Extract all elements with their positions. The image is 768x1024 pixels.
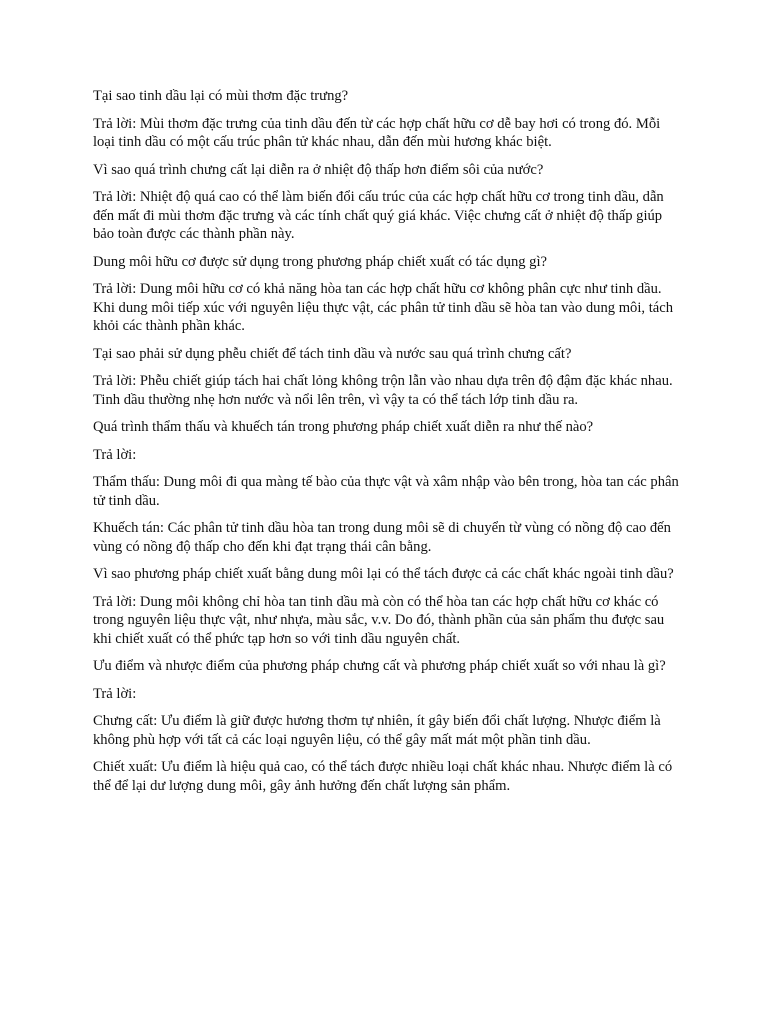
answer-1: Trả lời: Mùi thơm đặc trưng của tinh dầu đến từ các hợp chất hữu cơ dễ bay hơi có trong đó. Mỗi loại tinh dầu có một cấu trúc phân tử khác nhau, dẫn đến mùi hương khác biệt. xyxy=(93,115,661,150)
answer-7-extraction: Chiết xuất: Ưu điểm là hiệu quả cao, có thể tách được nhiều loại chất khác nhau. Nhược điểm là có thể để lại dư lượng dung môi, gây ảnh hưởng đến chất lượng sản phẩm. xyxy=(93,759,673,794)
answer-5-diffusion: Khuếch tán: Các phân tử tinh dầu hòa tan trong dung môi sẽ di chuyển từ vùng có nồng độ cao đến vùng có nồng độ thấp cho đến khi đạt trạng thái cân bằng. xyxy=(93,520,671,555)
answer-7-label: Trả lời: xyxy=(93,685,137,702)
answer-3: Trả lời: Dung môi hữu cơ có khả năng hòa tan các hợp chất hữu cơ không phân cực như tinh dầu. Khi dung môi tiếp xúc với nguyên liệu thực vật, các phân tử tinh dầu sẽ hòa tan vào dung môi, tách khỏi các thành phần khác. xyxy=(93,281,673,334)
question-6: Vì sao phương pháp chiết xuất bằng dung môi lại có thể tách được cả các chất khác ngoài tinh dầu? xyxy=(93,566,674,582)
question-4: Tại sao phải sử dụng phễu chiết để tách tinh dầu và nước sau quá trình chưng cất? xyxy=(93,345,572,362)
answer-5-osmosis: Thẩm thấu: Dung môi đi qua màng tế bào của thực vật và xâm nhập vào bên trong, hòa tan các phân tử tinh dầu. xyxy=(93,474,679,509)
question-5: Quá trình thẩm thấu và khuếch tán trong phương pháp chiết xuất diễn ra như thế nào? xyxy=(93,419,594,435)
question-1: Tại sao tinh dầu lại có mùi thơm đặc trưng? xyxy=(93,88,349,104)
question-7: Ưu điểm và nhược điểm của phương pháp chưng cất và phương pháp chiết xuất so với nhau là gì? xyxy=(93,658,666,674)
answer-2: Trả lời: Nhiệt độ quá cao có thể làm biến đổi cấu trúc của các hợp chất hữu cơ trong tinh dầu, dẫn đến mất đi mùi thơm đặc trưng và các tính chất quý giá khác. Việc chưng cất ở nhiệt độ thấp giúp bảo toàn được các thành phần này. xyxy=(93,189,664,242)
answer-5-label: Trả lời: xyxy=(93,446,137,463)
answer-6: Trả lời: Dung môi không chỉ hòa tan tinh dầu mà còn có thể hòa tan các hợp chất hữu cơ khác có trong nguyên liệu thực vật, như nhựa, màu sắc, v.v. Do đó, thành phần của sản phẩm thu được sau khi chiết xuất có thể phức tạp hơn so với tinh dầu nguyên chất. xyxy=(93,593,665,647)
document-body xyxy=(93,87,683,804)
answer-7-distillation: Chưng cất: Ưu điểm là giữ được hương thơm tự nhiên, ít gây biến đổi chất lượng. Nhược điểm là không phù hợp với tất cả các loại nguyên liệu, có thể gây mất mát một phần tinh dầu. xyxy=(93,713,661,748)
answer-4: Trả lời: Phễu chiết giúp tách hai chất lỏng không trộn lẫn vào nhau dựa trên độ đậm đặc khác nhau. Tinh dầu thường nhẹ hơn nước và nổi lên trên, vì vậy ta có thể tách lớp tinh dầu ra. xyxy=(93,373,673,408)
question-3: Dung môi hữu cơ được sử dụng trong phương pháp chiết xuất có tác dụng gì? xyxy=(93,253,548,270)
question-2: Vì sao quá trình chưng cất lại diễn ra ở nhiệt độ thấp hơn điểm sôi của nước? xyxy=(93,161,544,178)
